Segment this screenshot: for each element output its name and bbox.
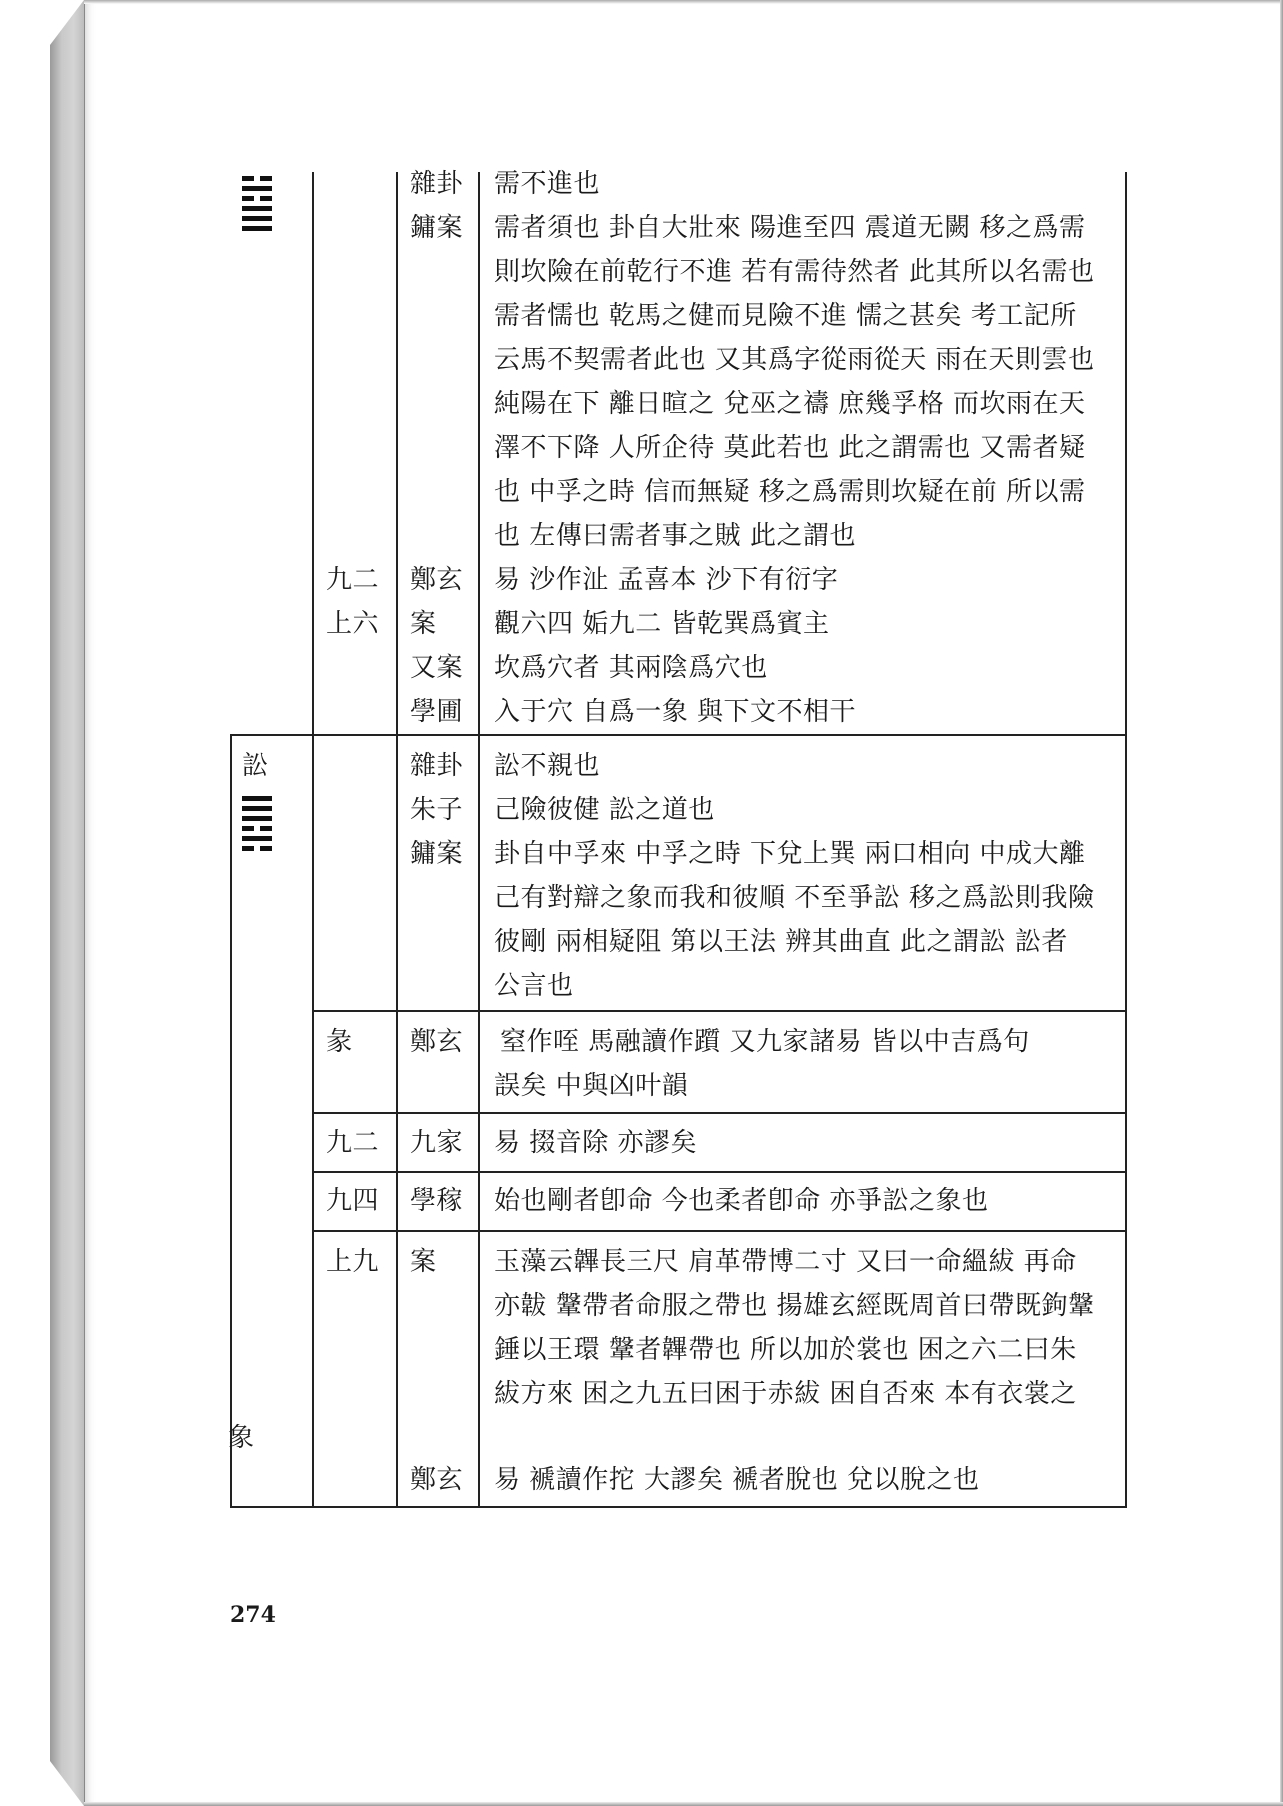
s2-row3-text-line1: 卦自中孚來 中孚之時 下兌上巽 兩口相向 中成大離 bbox=[494, 839, 1086, 869]
row1-source: 雜卦 bbox=[410, 169, 464, 199]
page-bottom-edge bbox=[84, 1802, 1283, 1806]
grid-hline-92 bbox=[312, 1112, 1127, 1114]
s2-row3-source: 鏞案 bbox=[410, 839, 464, 869]
row2-text-line6: 澤不下降 人所企待 莫此若也 此之謂需也 又需者疑 bbox=[494, 433, 1086, 463]
row2-text-line4: 云馬不契需者此也 又其爲字從雨從天 雨在天則雲也 bbox=[494, 345, 1095, 375]
nine-two-source: 九家 bbox=[410, 1128, 464, 1158]
row6-source: 學圃 bbox=[410, 697, 464, 727]
last-row-text: 易 褫讀作拕 大謬矣 褫者脫也 兌以脫之也 bbox=[494, 1465, 980, 1495]
top-nine-text-line4: 紱方來 困之九五曰困于赤紱 困自否來 本有衣裳之 bbox=[494, 1379, 1077, 1409]
top-nine-text-line1: 玉藻云韠長三尺 肩革帶博二寸 又曰一命縕紱 再命 bbox=[494, 1247, 1077, 1277]
grid-vline-right bbox=[1125, 172, 1127, 1508]
s2-row1-text: 訟不親也 bbox=[494, 751, 601, 781]
grid-vline-col3 bbox=[478, 172, 480, 1508]
row2-text-line2: 則坎險在前乾行不進 若有需待然者 此其所以名需也 bbox=[494, 257, 1095, 287]
grid-hline-tuan bbox=[312, 1010, 1127, 1012]
row6-text: 入于穴 自爲一象 與下文不相干 bbox=[494, 697, 857, 727]
grid-hline-94 bbox=[312, 1171, 1127, 1173]
row4-source: 案 bbox=[410, 609, 437, 639]
top-nine-line: 上九 bbox=[326, 1247, 380, 1277]
top-nine-text-line3: 錘以王環 鞶者韠帶也 所以加於裳也 困之六二曰朱 bbox=[494, 1335, 1077, 1365]
row2-text-line1: 需者須也 卦自大壯來 陽進至四 震道无闕 移之爲需 bbox=[494, 213, 1086, 243]
nine-two-text: 易 掇音除 亦謬矣 bbox=[494, 1128, 698, 1158]
xu-hexagram-icon bbox=[242, 176, 272, 236]
row2-text-line7: 也 中孚之時 信而無疑 移之爲需則坎疑在前 所以需 bbox=[494, 477, 1086, 507]
song-hexagram-icon bbox=[242, 796, 272, 856]
top-nine-text-line2: 亦韍 鞶帶者命服之帶也 揚雄玄經既周首曰帶既鉤鞶 bbox=[494, 1291, 1095, 1321]
last-row-source: 鄭玄 bbox=[410, 1465, 464, 1495]
row2-text-line3: 需者懦也 乾馬之健而見險不進 懦之甚矣 考工記所 bbox=[494, 301, 1077, 331]
s2-row2-text: 己險彼健 訟之道也 bbox=[494, 795, 715, 825]
nine-four-line: 九四 bbox=[326, 1186, 380, 1216]
row5-text: 坎爲穴者 其兩陰爲穴也 bbox=[494, 653, 768, 683]
s2-row3-text-line2: 己有對辯之象而我和彼順 不至爭訟 移之爲訟則我險 bbox=[494, 883, 1095, 913]
row4-line: 上六 bbox=[326, 609, 380, 639]
grid-vline-left-lower bbox=[230, 734, 232, 1508]
grid-vline-col2 bbox=[396, 172, 398, 1508]
row3-line: 九二 bbox=[326, 565, 380, 595]
s2-row2-source: 朱子 bbox=[410, 795, 464, 825]
s2-row1-source: 雜卦 bbox=[410, 751, 464, 781]
s2-row3-text-line3: 彼剛 兩相疑阻 第以王法 辨其曲直 此之謂訟 訟者 bbox=[494, 927, 1068, 957]
section2-title: 訟 bbox=[242, 751, 269, 781]
page-number: 274 bbox=[230, 1602, 276, 1628]
row4-text: 觀六四 姤九二 皆乾巽爲賓主 bbox=[494, 609, 830, 639]
nine-two-line: 九二 bbox=[326, 1128, 380, 1158]
row2-text-line5: 純陽在下 離日暄之 兌巫之禱 庶幾孚格 而坎雨在天 bbox=[494, 389, 1086, 419]
row3-source: 鄭玄 bbox=[410, 565, 464, 595]
row2-source: 鏞案 bbox=[410, 213, 464, 243]
grid-hline-bottom bbox=[230, 1506, 1127, 1508]
tuan-text-line1: 窒作咥 馬融讀作躓 又九家諸易 皆以中吉爲句 bbox=[500, 1027, 1030, 1057]
nine-four-source: 學稼 bbox=[410, 1186, 464, 1216]
book-spine bbox=[50, 0, 84, 1806]
tuan-line: 彖 bbox=[326, 1027, 353, 1057]
nine-four-text: 始也剛者卽命 今也柔者卽命 亦爭訟之象也 bbox=[494, 1186, 989, 1216]
tuan-text-line2: 誤矣 中與凶叶韻 bbox=[494, 1071, 689, 1101]
grid-hline-section-divider bbox=[230, 734, 1127, 736]
page-top-edge bbox=[84, 0, 1283, 4]
top-nine-source: 案 bbox=[410, 1247, 437, 1277]
side-character: 象 bbox=[228, 1423, 255, 1453]
row3-text: 易 沙作沚 孟喜本 沙下有衍字 bbox=[494, 565, 839, 595]
row5-source: 又案 bbox=[410, 653, 464, 683]
grid-vline-col1 bbox=[312, 172, 314, 1508]
row1-text: 需不進也 bbox=[494, 169, 601, 199]
s2-row3-text-line4: 公言也 bbox=[494, 971, 574, 1001]
row2-text-line8: 也 左傳曰需者事之賊 此之謂也 bbox=[494, 521, 857, 551]
grid-hline-top9 bbox=[312, 1230, 1127, 1232]
tuan-source: 鄭玄 bbox=[410, 1027, 464, 1057]
